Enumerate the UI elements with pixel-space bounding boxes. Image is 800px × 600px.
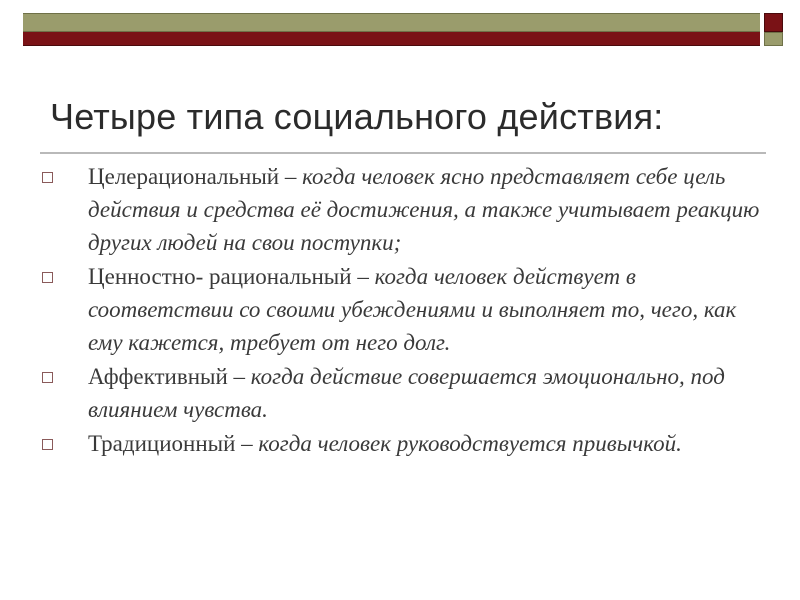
item-separator: – xyxy=(227,364,251,389)
list-item xyxy=(42,360,762,426)
list-item xyxy=(42,260,762,359)
item-description: когда действие совершается эмоционально, под влиянием чувства. xyxy=(88,364,725,422)
square-bullet-icon xyxy=(42,272,53,283)
item-term: Аффективный xyxy=(88,364,228,389)
title-divider xyxy=(40,152,766,154)
item-term: Ценностно- рациональный xyxy=(88,264,352,289)
slide-title: Четыре типа социального действия: xyxy=(50,96,664,137)
square-bullet-icon xyxy=(42,372,53,383)
list-item xyxy=(42,427,762,460)
header-bar-maroon xyxy=(23,32,760,46)
item-description: когда человек действует в соответствии со своими убеждениями и выполняет то, чего, как ему кажется, требует от него долг. xyxy=(88,264,737,355)
item-description: когда человек руководствуется привычкой. xyxy=(258,431,682,456)
header-square-olive xyxy=(764,32,783,46)
item-separator: – xyxy=(279,164,303,189)
square-bullet-icon xyxy=(42,172,53,183)
item-separator: – xyxy=(351,264,375,289)
item-separator: – xyxy=(235,431,259,456)
bullet-list xyxy=(42,160,762,461)
header-bar-olive xyxy=(23,13,760,32)
item-term: Целерациональный xyxy=(88,164,280,189)
item-description: когда человек ясно представляет себе цель действия и средства её достижения, а также учитывает реакцию других людей на свои поступки; xyxy=(88,164,760,255)
list-item xyxy=(42,160,762,259)
item-term: Традиционный xyxy=(88,431,236,456)
header-square-maroon xyxy=(764,13,783,32)
square-bullet-icon xyxy=(42,439,53,450)
